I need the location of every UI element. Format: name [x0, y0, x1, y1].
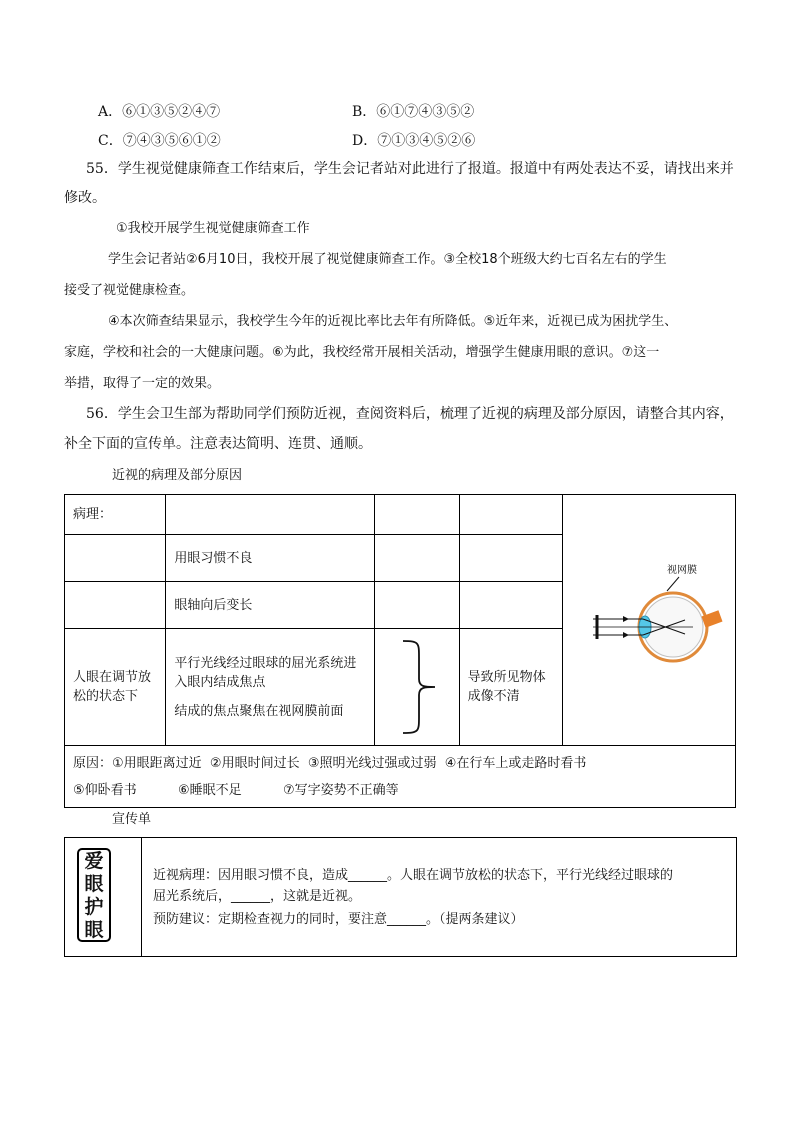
flyer-caption: 宣传单 [112, 812, 152, 827]
flyer-badge-cell [65, 838, 142, 956]
causes-line1: 原因：①用眼距离过近 ②用眼时间过长 ③照明光线过强或过弱 ④在行车上或走路时看书 [73, 755, 587, 771]
aiyan-badge [77, 848, 111, 942]
eye-diagram-cell [562, 495, 735, 746]
cell-parallel: 平行光线经过眼球的屈光系统进入眼内结成焦点 [174, 655, 357, 690]
cell-result: 导致所见物体成像不清 [459, 629, 562, 746]
flyer-line1: 近视病理：因用眼习惯不良，造成______。人眼在调节放松的状态下，平行光线经过眼球的 [153, 868, 674, 883]
option-a: A．⑥①③⑤②④⑦ [98, 104, 221, 120]
q55-report-p2c: 举措，取得了一定的效果。 [64, 376, 221, 391]
q55-report-p2a: ④本次筛查结果显示，我校学生今年的近视比率比去年有所降低。⑤近年来，近视已成为困扰学生、 [108, 314, 678, 329]
cell-focus: 结成的焦点聚焦在视网膜前面 [174, 703, 344, 719]
retina-label: 视网膜 [666, 565, 697, 576]
ray-arrow-bottom [623, 632, 629, 638]
badge-char-2: 眼 [84, 873, 104, 895]
cell-pathology-label: 病理： [65, 495, 166, 535]
q56-stem-line1: 56．学生会卫生部为帮助同学们预防近视，查阅资料后，梳理了近视的病理及部分原因，请整合其内容， [86, 406, 734, 422]
q55-report-p2b: 家庭，学校和社会的一大健康问题。⑥为此，我校经常开展相关活动，增强学生健康用眼的意识。⑦这一 [64, 345, 660, 360]
table-caption: 近视的病理及部分原因 [112, 468, 243, 483]
option-c: C．⑦④③⑤⑥①② [98, 133, 221, 149]
flyer-box [64, 837, 737, 957]
badge-char-1: 爱 [84, 850, 104, 872]
brace-icon [375, 629, 459, 745]
ray-arrow-top [623, 616, 629, 622]
q55-report-p1a: 学生会记者站②6月10日，我校开展了视觉健康筛查工作。③全校18个班级大约七百名左右的学生 [108, 252, 667, 267]
cell-relaxed: 人眼在调节放松的状态下 [65, 629, 166, 746]
q55-stem-line2: 修改。 [64, 190, 106, 206]
q55-report-p1b: 接受了视觉健康检查。 [64, 283, 195, 298]
q55-stem-line1: 55．学生视觉健康筛查工作结束后，学生会记者站对此进行了报道。报道中有两处表达不妥，请找出来并 [86, 161, 734, 177]
option-b: B．⑥①⑦④③⑤② [352, 104, 475, 120]
flyer-line3: 预防建议：定期检查视力的同时，要注意______。（提两条建议） [153, 912, 524, 927]
retina-pointer [667, 577, 679, 591]
flyer-line2: 屈光系统后，______，这就是近视。 [153, 889, 362, 904]
brace-cell [374, 629, 459, 746]
eye-diagram [563, 495, 735, 745]
pathology-table [64, 494, 736, 808]
cell-axis: 眼轴向后变长 [166, 582, 374, 629]
q55-report-title: ①我校开展学生视觉健康筛查工作 [116, 221, 310, 236]
cell-habit: 用眼习惯不良 [166, 535, 374, 582]
badge-char-3: 护 [84, 896, 104, 918]
q56-stem-line2: 补全下面的宣传单。注意表达简明、连贯、通顺。 [64, 436, 372, 452]
option-d: D．⑦①③④⑤②⑥ [352, 133, 476, 149]
causes-line2: ⑤仰卧看书 ⑥睡眠不足 ⑦写字姿势不正确等 [73, 782, 399, 798]
badge-char-4: 眼 [84, 919, 104, 941]
